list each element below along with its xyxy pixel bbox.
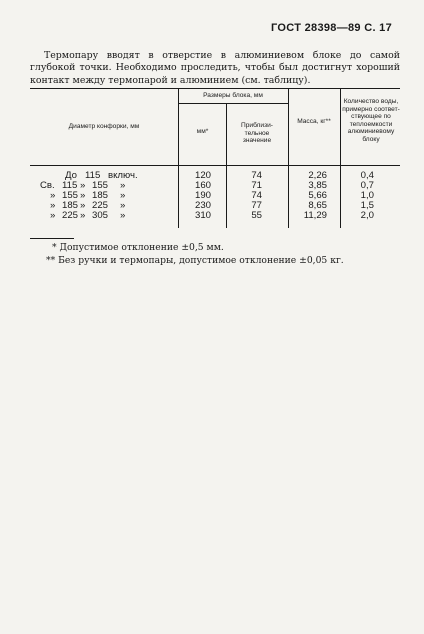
row1-water: 0,7 bbox=[360, 180, 374, 191]
row0-to-val: включ. bbox=[108, 170, 138, 181]
row2-from-val: 155 bbox=[62, 190, 79, 201]
row1-between: » bbox=[80, 180, 86, 191]
row0-water: 0,4 bbox=[360, 170, 374, 181]
row3-suffix: » bbox=[120, 200, 126, 211]
data-table bbox=[30, 88, 400, 248]
row3-water: 1,5 bbox=[360, 200, 374, 211]
row1-prefix: Св. bbox=[40, 180, 55, 191]
row2-approx: 74 bbox=[251, 190, 262, 201]
row2-mass: 5,66 bbox=[308, 190, 327, 201]
row4-suffix: » bbox=[120, 210, 126, 221]
table-top-rule bbox=[30, 88, 400, 89]
row3-to-val: 225 bbox=[92, 200, 109, 211]
row1-mm: 160 bbox=[194, 180, 211, 191]
row3-prefix: » bbox=[50, 200, 56, 211]
row0-mm: 120 bbox=[194, 170, 211, 181]
row1-mass: 3,85 bbox=[308, 180, 327, 191]
row3-mm: 230 bbox=[194, 200, 211, 211]
mm-header: мм* bbox=[196, 128, 209, 135]
row3-mass: 8,65 bbox=[308, 200, 327, 211]
row3-approx: 77 bbox=[251, 200, 262, 211]
row0-approx: 74 bbox=[251, 170, 262, 181]
row4-from-val: 225 bbox=[62, 210, 79, 221]
diameter-header: Диаметр конфорки, мм bbox=[68, 123, 140, 130]
row1-approx: 71 bbox=[251, 180, 262, 191]
row0-mass: 2,26 bbox=[308, 170, 327, 181]
row2-mm: 190 bbox=[194, 190, 211, 201]
page-header: ГОСТ 28398—89 С. 17 bbox=[271, 22, 392, 34]
row4-prefix: » bbox=[50, 210, 56, 221]
row4-water: 2,0 bbox=[360, 210, 374, 221]
row1-from-val: 115 bbox=[62, 180, 78, 191]
block-sizes-header: Размеры блока, мм bbox=[203, 92, 263, 99]
water-header: Количество воды, примерно соответствующее по теплоемкости алюминиевому блоку bbox=[342, 98, 400, 143]
row0-from: До bbox=[65, 170, 77, 181]
row1-suffix: » bbox=[120, 180, 126, 191]
row4-approx: 55 bbox=[251, 210, 262, 221]
row0-from-val: 115 bbox=[85, 170, 101, 181]
row4-to-val: 305 bbox=[92, 210, 109, 221]
footnote-2: ** Без ручки и термопары, допустимое отклонение ±0,05 кг. bbox=[46, 254, 344, 266]
row2-between: » bbox=[80, 190, 86, 201]
approx-header: Приблизительное значение bbox=[240, 122, 273, 145]
row2-to-val: 185 bbox=[92, 190, 109, 201]
footnotes bbox=[46, 242, 344, 267]
row2-prefix: » bbox=[50, 190, 56, 201]
row2-water: 1,0 bbox=[360, 190, 374, 201]
footnote-1: * Допустимое отклонение ±0,5 мм. bbox=[52, 242, 224, 253]
header-bottom-rule bbox=[30, 165, 400, 166]
row4-between: » bbox=[80, 210, 86, 221]
mass-header: Масса, кг** bbox=[297, 118, 331, 125]
row4-mm: 310 bbox=[194, 210, 211, 221]
row1-to-val: 155 bbox=[92, 180, 109, 191]
row2-suffix: » bbox=[120, 190, 126, 201]
row4-mass: 11,29 bbox=[303, 210, 327, 221]
row3-from-val: 185 bbox=[62, 200, 79, 211]
row3-between: » bbox=[80, 200, 86, 211]
block-sizes-rule bbox=[178, 103, 288, 104]
footnote-divider bbox=[30, 238, 74, 239]
intro-paragraph: Термопару вводят в отверстие в алюминиевом блоке до самой глубокой точки. Необходимо проследить, чтобы был достигнут хороший контакт между термопарой и алюминием (см. таблицу). bbox=[30, 50, 400, 86]
